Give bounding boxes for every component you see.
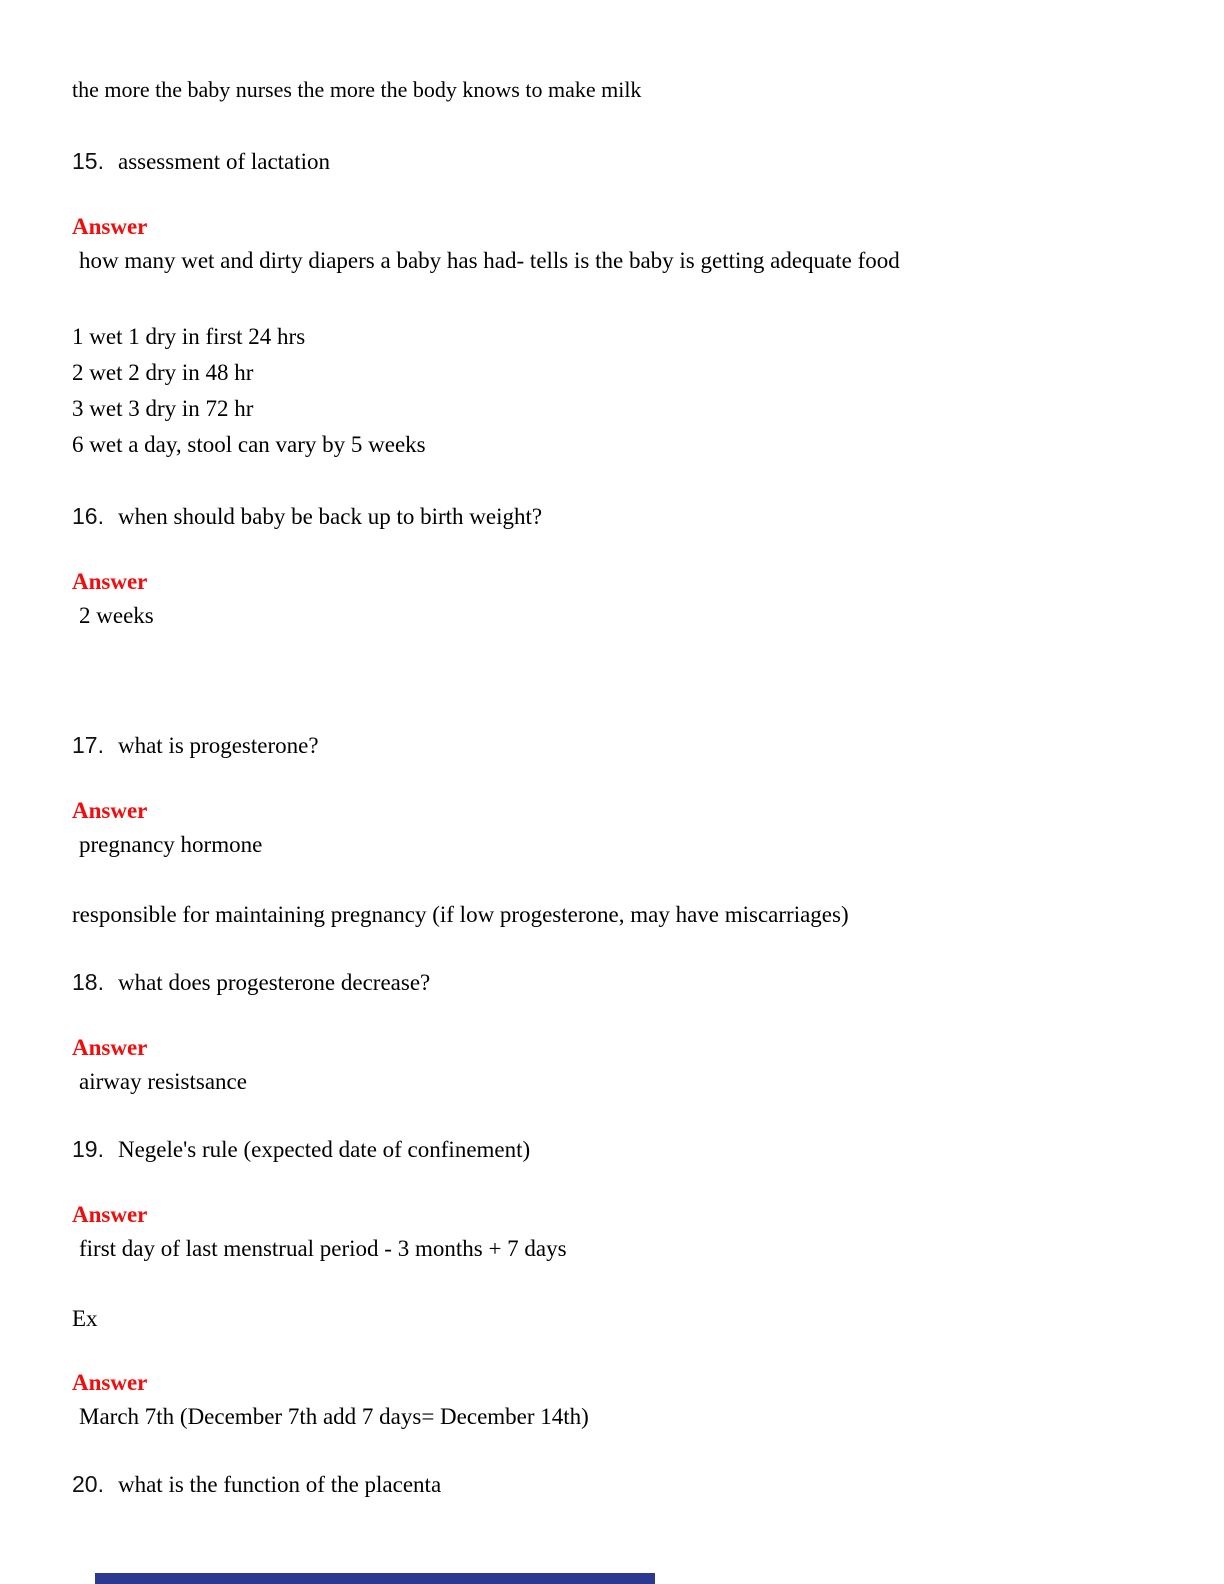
answer-18-text: airway resistsance: [79, 1069, 247, 1094]
answer-label: Answer: [72, 1035, 148, 1060]
answer-17-followup: responsible for maintaining pregnancy (if low progesterone, may have miscarriages): [72, 902, 849, 927]
question-19-text: Negele's rule (expected date of confinement): [117, 1137, 531, 1162]
question-16-text: when should baby be back up to birth weight?: [117, 504, 543, 529]
question-18-text: what does progesterone decrease?: [117, 970, 431, 995]
answer-19-example-text: March 7th (December 7th add 7 days= December 14th): [79, 1404, 589, 1429]
answer-16-text: 2 weeks: [79, 603, 154, 628]
answer-label: Answer: [72, 1202, 148, 1227]
answer-17-text: pregnancy hormone: [79, 832, 263, 857]
question-16: [72, 501, 1128, 532]
list-line: 1 wet 1 dry in first 24 hrs: [72, 324, 306, 349]
example-label: Ex: [72, 1306, 98, 1331]
intro-paragraph: the more the baby nurses the more the body knows to make milk: [72, 77, 642, 102]
question-18: [72, 967, 1128, 998]
question-15-number: 15.: [72, 148, 104, 174]
question-17: [72, 730, 1128, 761]
answer-19-text: first day of last menstrual period - 3 months + 7 days: [79, 1236, 567, 1261]
question-16-number: 16.: [72, 503, 104, 529]
question-15: [72, 146, 1128, 177]
question-19: [72, 1134, 1128, 1165]
answer-label: Answer: [72, 1370, 148, 1395]
question-15-text: assessment of lactation: [117, 149, 331, 174]
question-20: [72, 1469, 1128, 1500]
question-18-number: 18.: [72, 969, 104, 995]
question-20-number: 20.: [72, 1471, 104, 1497]
question-17-number: 17.: [72, 732, 104, 758]
list-line: 3 wet 3 dry in 72 hr: [72, 396, 254, 421]
question-17-text: what is progesterone?: [117, 733, 319, 758]
answer-label: Answer: [72, 798, 148, 823]
list-line: 6 wet a day, stool can vary by 5 weeks: [72, 432, 426, 457]
list-line: 2 wet 2 dry in 48 hr: [72, 360, 254, 385]
answer-label: Answer: [72, 569, 148, 594]
question-20-text: what is the function of the placenta: [117, 1472, 442, 1497]
answer-15-detail-list: [72, 319, 1128, 463]
footer-partial-bar: [95, 1573, 655, 1584]
answer-label: Answer: [72, 214, 148, 239]
question-19-number: 19.: [72, 1136, 104, 1162]
answer-15-text: how many wet and dirty diapers a baby has had- tells is the baby is getting adequate food: [79, 248, 900, 273]
